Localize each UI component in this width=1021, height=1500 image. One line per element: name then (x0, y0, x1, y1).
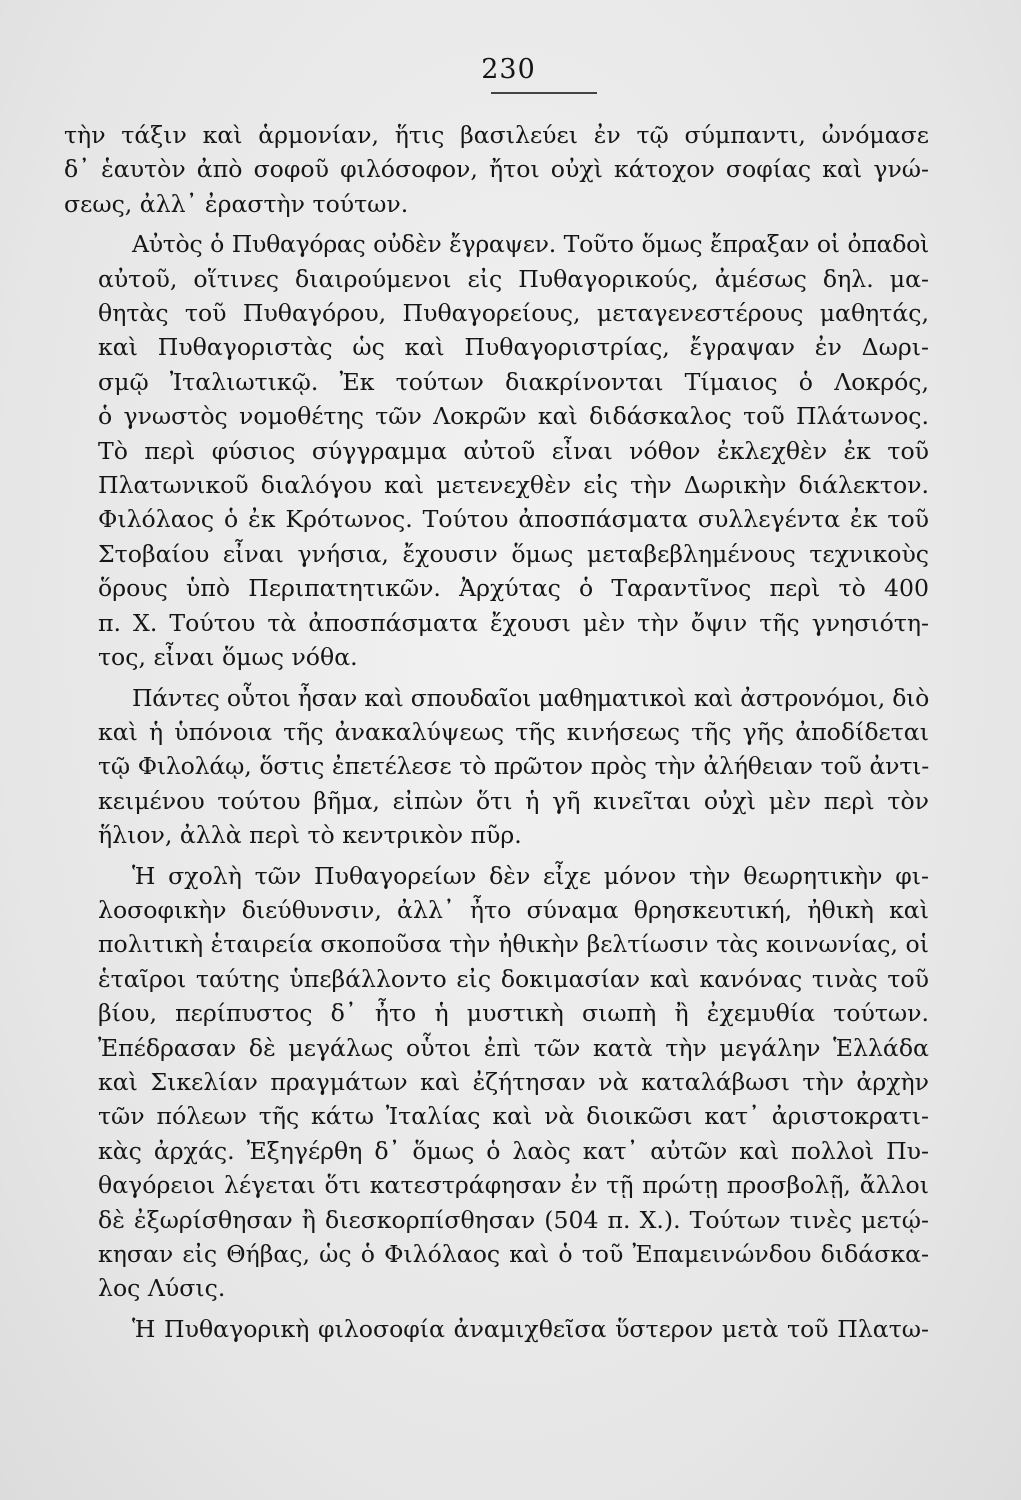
text-line: τος, εἶναι ὅμως νόθα. (98, 643, 358, 672)
text-line: Τὸ περὶ φύσιος σύγγραμμα αὐτοῦ εἶναι νόθον ἐκλεχθὲν ἐκ τοῦ (98, 436, 929, 465)
text-line: θητὰς τοῦ Πυθαγόρου, Πυθαγορείους, μεταγενεστέρους μαθητάς, (98, 299, 929, 328)
text-line: βίου, περίπυστος δ᾽ ἦτο ἡ μυστικὴ σιωπὴ ἢ ἐχεμυθία τούτων. (98, 999, 929, 1028)
paragraph-2 (64, 227, 929, 674)
text-line: καὶ ἡ ὑπόνοια τῆς ἀνακαλύψεως τῆς κινήσεως τῆς γῆς ἀποδίδεται (98, 717, 929, 746)
page-number: 230 (481, 54, 536, 85)
text-line: Πλατωνικοῦ διαλόγου καὶ μετενεχθὲν εἰς τὴν Δωρικὴν διάλεκτον. (98, 471, 929, 500)
text-line: κησαν εἰς Θήβας, ὡς ὁ Φιλόλαος καὶ ὁ τοῦ Ἐπαμεινώνδου διδάσκα- (98, 1240, 929, 1268)
text-line: Ἡ Πυθαγορικὴ φιλοσοφία ἀναμιχθεῖσα ὕστερον μετὰ τοῦ Πλατω- (132, 1314, 929, 1343)
body-text (64, 118, 929, 1346)
text-line: π. Χ. Τούτου τὰ ἀποσπάσματα ἔχουσι μὲν τὴν ὄψιν τῆς γνησιότη- (98, 608, 929, 637)
text-line: σεως, ἀλλ᾽ ἐραστὴν τούτων. (64, 189, 409, 218)
text-line: ὁ γνωστὸς νομοθέτης τῶν Λοκρῶν καὶ διδάσκαλος τοῦ Πλάτωνος. (98, 402, 929, 431)
text-line: δὲ ἐξωρίσθησαν ἢ διεσκορπίσθησαν (504 π. Χ.). Τούτων τινὲς μετῴ- (98, 1205, 929, 1234)
text-line: πολιτικὴ ἑταιρεία σκοποῦσα τὴν ἠθικὴν βελτίωσιν τὰς κοινωνίας, οἱ (98, 930, 929, 959)
text-line: Ἐπέδρασαν δὲ μεγάλως οὗτοι ἐπὶ τῶν κατὰ τὴν μεγάλην Ἑλλάδα (98, 1033, 929, 1062)
text-line: ἑταῖροι ταύτης ὑπεβάλλοντο εἰς δοκιμασίαν καὶ κανόνας τινὰς τοῦ (98, 964, 929, 993)
text-line: καὶ Πυθαγοριστὰς ὡς καὶ Πυθαγοριστρίας, ἔγραψαν ἐν Δωρι- (98, 333, 929, 362)
text-line: κειμένου τούτου βῆμα, εἰπὼν ὅτι ἡ γῆ κινεῖται οὐχὶ μὲν περὶ τὸν (98, 786, 929, 815)
text-line: τῷ Φιλολάῳ, ὅστις ἐπετέλεσε τὸ πρῶτον πρὸς τὴν ἀλήθειαν τοῦ ἀντι- (98, 752, 929, 781)
text-line: Φιλόλαος ὁ ἐκ Κρότωνος. Τούτου ἀποσπάσματα συλλεγέντα ἐκ τοῦ (98, 505, 929, 534)
text-line: λος Λύσις. (98, 1274, 226, 1303)
text-line: ὅρους ὑπὸ Περιπατητικῶν. Ἀρχύτας ὁ Ταραντῖνος περὶ τὸ 400 (98, 574, 929, 603)
paragraph-5 (64, 1312, 929, 1346)
text-line: κὰς ἀρχάς. Ἐξηγέρθη δ᾽ ὅμως ὁ λαὸς κατ᾽ αὐτῶν καὶ πολλοὶ Πυ- (98, 1136, 929, 1165)
paragraph-3 (64, 681, 929, 853)
text-line: Αὐτὸς ὁ Πυθαγόρας οὐδὲν ἔγραψεν. Τοῦτο ὅμως ἔπραξαν οἱ ὀπαδοὶ (132, 230, 929, 259)
text-line: Στοβαίου εἶναι γνήσια, ἔχουσιν ὅμως μεταβεβλημένους τεχνικοὺς (98, 539, 929, 568)
text-line: Ἡ σχολὴ τῶν Πυθαγορείων δὲν εἶχε μόνον τὴν θεωρητικὴν φι- (132, 861, 929, 890)
text-line: ἥλιον, ἀλλὰ περὶ τὸ κεντρικὸν πῦρ. (98, 821, 522, 850)
text-line: σμῷ Ἰταλιωτικῷ. Ἐκ τούτων διακρίνονται Τίμαιος ὁ Λοκρός, (98, 367, 929, 396)
paragraph-1 (64, 118, 929, 221)
text-line: θαγόρειοι λέγεται ὅτι κατεστράφησαν ἐν τῇ πρώτῃ προσβολῇ, ἄλλοι (98, 1171, 929, 1200)
text-line: δ᾽ ἑαυτὸν ἀπὸ σοφοῦ φιλόσοφον, ἤτοι οὐχὶ κάτοχον σοφίας καὶ γνώ- (64, 155, 929, 184)
text-line: τῶν πόλεων τῆς κάτω Ἰταλίας καὶ νὰ διοικῶσι κατ᾽ ἀριστοκρατι- (98, 1102, 929, 1131)
text-line: καὶ Σικελίαν πραγμάτων καὶ ἐζήτησαν νὰ καταλάβωσι τὴν ἀρχὴν (98, 1067, 929, 1096)
paragraph-4 (64, 859, 929, 1306)
text-line: λοσοφικὴν διεύθυνσιν, ἀλλ᾽ ἦτο σύναμα θρησκευτική, ἠθικὴ καὶ (98, 895, 929, 924)
text-line: Πάντες οὗτοι ἦσαν καὶ σπουδαῖοι μαθηματικοὶ καὶ ἀστρονόμοι, διὸ (132, 683, 929, 712)
text-line: τὴν τάξιν καὶ ἁρμονίαν, ἥτις βασιλεύει ἐν τῷ σύμπαντι, ὠνόμασε (64, 121, 929, 149)
text-line: αὐτοῦ, οἵτινες διαιρούμενοι εἰς Πυθαγορικούς, ἀμέσως δηλ. μα- (98, 264, 929, 293)
header-rule (491, 92, 597, 94)
